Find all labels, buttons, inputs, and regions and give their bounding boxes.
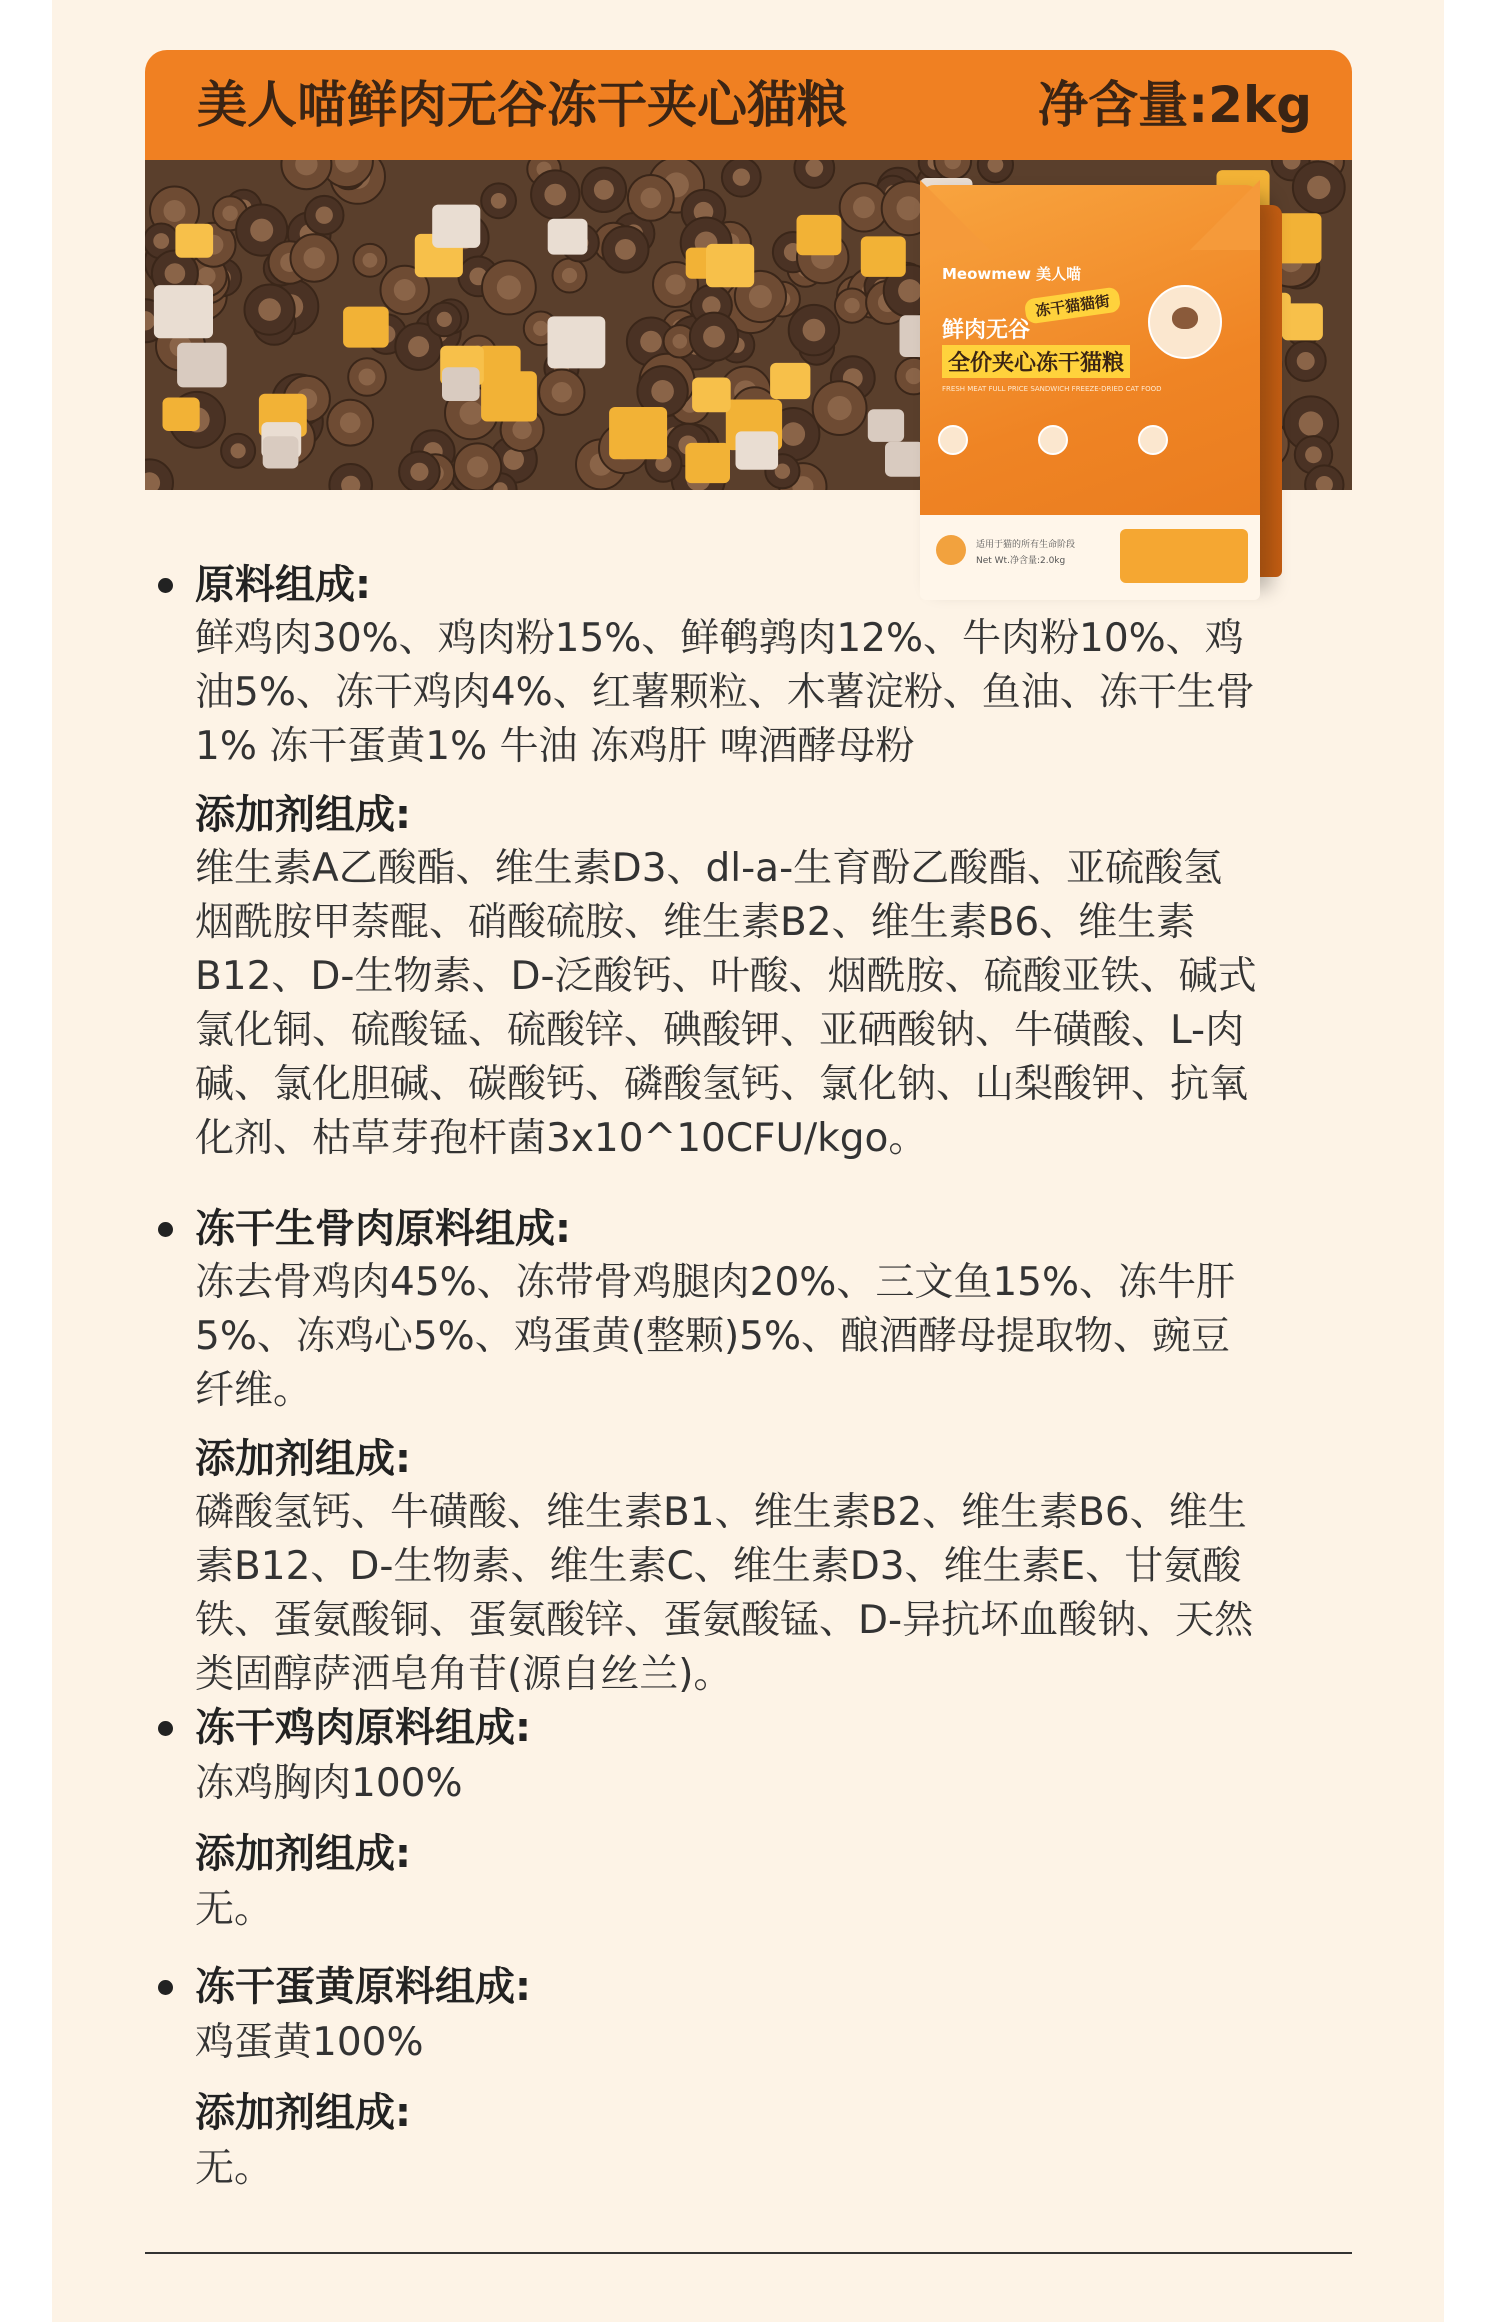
kibble-center xyxy=(782,422,806,446)
kibble-center xyxy=(491,193,507,209)
additive-heading: 添加剂组成: xyxy=(195,1831,411,1877)
kibble-center xyxy=(410,463,428,481)
freeze-dried-cube xyxy=(175,224,213,258)
kibble-center xyxy=(250,219,273,242)
freeze-dried-cube xyxy=(685,443,730,483)
header-bar xyxy=(145,50,1352,160)
cat-ear-left xyxy=(920,180,990,250)
kibble-center xyxy=(165,263,186,284)
cat-ear-right xyxy=(1190,180,1260,250)
kibble-center xyxy=(853,196,875,218)
product-title: 美人喵鲜肉无谷冻干夹心猫粮 xyxy=(197,76,847,134)
kibble-center xyxy=(828,396,852,420)
bag-front xyxy=(920,185,1260,580)
kibble-center xyxy=(503,449,524,470)
freeze-dried-cube xyxy=(861,236,906,277)
additive-line: 类固醇萨洒皂角苷(源自丝兰)。 xyxy=(195,1652,733,1697)
additive-line: 维生素A乙酸酯、维生素D3、dl-a-生育酚乙酸酯、亚硫酸氢 xyxy=(195,846,1223,891)
ingredient-line: 冻鸡胸肉100% xyxy=(195,1761,463,1806)
bag-line2: 全价夹心冻干猫粮 xyxy=(942,345,1130,378)
bag-badge xyxy=(1120,529,1248,583)
bag-tag: 冻干猫猫街 xyxy=(1024,287,1122,325)
kibble-center xyxy=(363,253,378,268)
additive-line: 素B12、D-生物素、维生素C、维生素D3、维生素E、甘氨酸 xyxy=(195,1544,1242,1589)
freeze-dried-cube xyxy=(609,407,667,459)
kibble-center xyxy=(673,334,688,349)
kibble-center xyxy=(497,275,521,299)
freeze-dried-cube xyxy=(868,409,904,442)
additive-line: 无。 xyxy=(195,1887,274,1932)
additive-line: 烟酰胺甲萘醌、硝酸硫胺、维生素B2、维生素B6、维生素 xyxy=(195,900,1196,945)
freeze-dried-cube xyxy=(432,205,480,248)
bag-line1: 鲜肉无谷 xyxy=(942,318,1031,343)
ingredient-line: 5%、冻鸡心5%、鸡蛋黄(整颗)5%、酿酒酵母提取物、豌豆 xyxy=(195,1314,1231,1359)
kibble-center xyxy=(437,312,452,327)
cat-face-icon xyxy=(936,535,966,565)
bag-net-weight: Net Wt.净含量:2.0kg xyxy=(976,556,1066,566)
ingredient-line: 冻去骨鸡肉45%、冻带骨鸡腿肉20%、三文鱼15%、冻牛肝 xyxy=(195,1260,1236,1305)
freeze-dried-cube xyxy=(263,436,299,468)
freeze-dried-cube xyxy=(706,244,754,287)
kibble-center xyxy=(1297,352,1315,370)
ingredient-line: 鲜鸡肉30%、鸡肉粉15%、鲜鹌鹑肉12%、牛肉粉10%、鸡 xyxy=(195,616,1244,661)
kibble-center xyxy=(665,274,685,294)
bullet-dot xyxy=(158,1222,173,1237)
section-heading: 原料组成: xyxy=(195,562,371,608)
bag-life-stage: 适用于猫的所有生命阶段 xyxy=(976,540,1076,550)
ingredient-line: 鸡蛋黄100% xyxy=(195,2020,424,2065)
ingredient-line: 油5%、冻干鸡肉4%、红薯颗粒、木薯淀粉、鱼油、冻干生骨 xyxy=(195,670,1255,715)
ingredient-line: 1% 冻干蛋黄1% 牛油 冻鸡肝 啤酒酵母粉 xyxy=(195,724,915,769)
kibble-center xyxy=(164,200,186,222)
additive-heading: 添加剂组成: xyxy=(195,792,411,838)
additive-line: 铁、蛋氨酸铜、蛋氨酸锌、蛋氨酸锰、D-异抗坏血酸钠、天然 xyxy=(195,1598,1254,1643)
kibble-center xyxy=(562,268,577,283)
kibble-center xyxy=(844,298,859,313)
freeze-dried-cube xyxy=(885,442,924,477)
kibble-center xyxy=(512,420,531,439)
kibble-center xyxy=(594,180,614,200)
feature-icon xyxy=(1038,425,1068,455)
additive-line: 无。 xyxy=(195,2146,274,2191)
bag-english: FRESH MEAT FULL PRICE SANDWICH FREEZE-DRIED CAT FOOD xyxy=(942,385,1162,393)
freeze-dried-cube xyxy=(154,285,213,338)
freeze-dried-cube xyxy=(692,378,731,413)
kibble-center xyxy=(651,380,674,403)
kibble-center xyxy=(898,279,921,302)
additive-heading: 添加剂组成: xyxy=(195,1436,411,1482)
bullet-dot xyxy=(158,1980,173,1995)
kibble-center xyxy=(222,206,237,221)
kibble-center xyxy=(304,247,325,268)
freeze-dried-cube xyxy=(797,215,842,255)
kibble-center xyxy=(641,188,662,209)
quail-emblem-icon xyxy=(1148,285,1222,359)
section-heading: 冻干鸡肉原料组成: xyxy=(195,1705,531,1751)
kibble-center xyxy=(359,369,376,386)
bag-bottom-panel xyxy=(920,515,1260,600)
bottom-divider xyxy=(145,2252,1352,2254)
product-bag-image xyxy=(920,165,1290,585)
feature-icon xyxy=(938,425,968,455)
bag-brand: Meowmew 美人喵 xyxy=(942,265,1082,283)
freeze-dried-cube xyxy=(177,343,227,388)
kibble-center xyxy=(733,169,750,186)
kibble-center xyxy=(394,279,416,301)
kibble-center xyxy=(316,207,333,224)
kibble-center xyxy=(640,331,662,353)
kibble-center xyxy=(1305,446,1322,463)
additive-line: 氯化铜、硫酸锰、硫酸锌、碘酸钾、亚硒酸钠、牛磺酸、L-肉 xyxy=(195,1008,1245,1053)
kibble-center xyxy=(749,285,772,308)
freeze-dried-cube xyxy=(548,219,588,255)
kibble-center xyxy=(897,196,921,220)
kibble-center xyxy=(544,184,566,206)
kibble-center xyxy=(703,326,725,348)
bullet-dot xyxy=(158,578,173,593)
freeze-dried-cube xyxy=(736,431,779,469)
kibble-center xyxy=(467,456,488,477)
kibble-center xyxy=(552,382,572,402)
freeze-dried-cube xyxy=(163,398,200,432)
net-content: 净含量:2kg xyxy=(1038,76,1312,134)
bag-feature-icons xyxy=(938,425,1238,465)
kibble-center xyxy=(153,233,169,249)
kibble-center xyxy=(1307,176,1330,199)
kibble-center xyxy=(231,443,246,458)
section-heading: 冻干蛋黄原料组成: xyxy=(195,1964,531,2010)
additive-line: B12、D-生物素、D-泛酸钙、叶酸、烟酰胺、硫酸亚铁、碱式 xyxy=(195,954,1257,999)
kibble-center xyxy=(1299,411,1323,435)
kibble-center xyxy=(803,319,826,342)
freeze-dried-cube xyxy=(343,307,389,348)
freeze-dried-cube xyxy=(478,346,520,384)
additive-line: 碱、氯化胆碱、碳酸钙、磷酸氢钙、氯化钠、山梨酸钾、抗氧 xyxy=(195,1062,1249,1107)
kibble-center xyxy=(408,336,429,357)
kibble-center xyxy=(258,298,281,321)
bullet-dot xyxy=(158,1721,173,1736)
kibble-center xyxy=(197,267,215,285)
kibble-center xyxy=(533,321,548,336)
freeze-dried-cube xyxy=(442,367,480,401)
kibble-center xyxy=(460,401,484,425)
ingredient-line: 纤维。 xyxy=(195,1368,313,1413)
kibble-center xyxy=(340,412,361,433)
additive-heading: 添加剂组成: xyxy=(195,2090,411,2136)
additive-line: 磷酸氢钙、牛磺酸、维生素B1、维生素B2、维生素B6、维生 xyxy=(195,1490,1247,1535)
section-heading: 冻干生骨肉原料组成: xyxy=(195,1206,571,1252)
kibble-center xyxy=(615,239,636,260)
additive-line: 化剂、枯草芽孢杆菌3x10^10CFU/kgo。 xyxy=(195,1116,928,1161)
freeze-dried-cube xyxy=(770,363,810,399)
feature-icon xyxy=(1138,425,1168,455)
freeze-dried-cube xyxy=(548,316,606,368)
